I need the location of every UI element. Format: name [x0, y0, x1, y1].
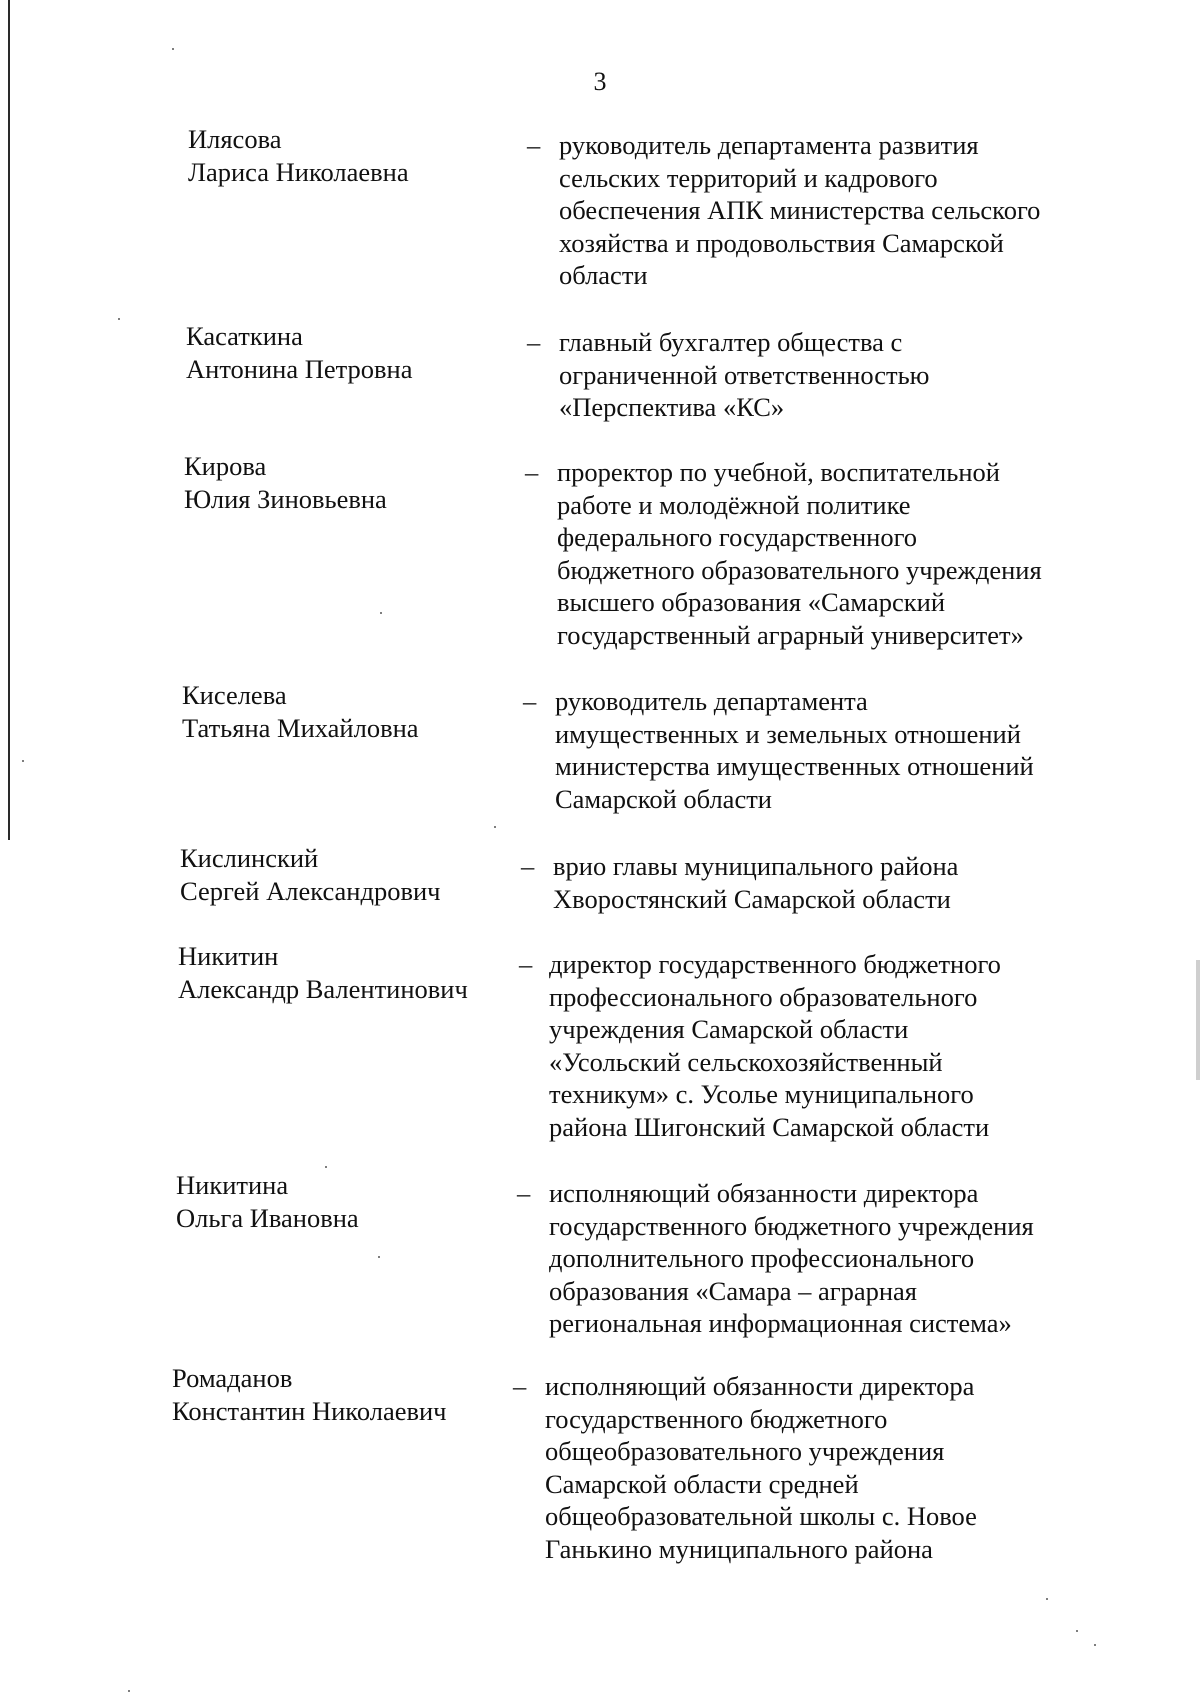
entry-dash: – — [521, 851, 535, 881]
member-name: Никитина Ольга Ивановна — [176, 1170, 359, 1233]
entry-dash: – — [525, 457, 539, 487]
member-position: руководитель департамента развития сельских территорий и кадрового обеспечения АПК министерства сельского хозяйства и продовольствия Самарской области — [559, 130, 1041, 290]
entry-dash: – — [517, 1178, 531, 1208]
member-position: главный бухгалтер общества с ограниченной ответственностью «Перспектива «КС» — [559, 327, 930, 422]
member-position: исполняющий обязанности директора государственного бюджетного общеобразовательного учреждения Самарской области средней общеобразовательной школы с. Новое Ганькино муниципального района — [545, 1371, 977, 1564]
member-name: Киселева Татьяна Михайловна — [182, 680, 419, 743]
entry-dash: – — [519, 949, 533, 979]
member-position: проректор по учебной, воспитательной работе и молодёжной политике федерального государственного бюджетного образовательного учреждения высшего образования «Самарский государственный аграрный университет» — [557, 457, 1042, 650]
entry-dash: – — [523, 686, 537, 716]
scan-speck — [1094, 1644, 1096, 1646]
member-name: Касаткина Антонина Петровна — [186, 321, 413, 384]
member-position: руководитель департамента имущественных и земельных отношений министерства имущественных отношений Самарской области — [555, 686, 1034, 814]
member-position: врио главы муниципального района Хворостянский Самарской области — [553, 851, 959, 914]
scan-speck — [172, 48, 174, 50]
scan-speck — [378, 1256, 380, 1258]
scan-speck — [494, 826, 496, 828]
scan-speck — [22, 760, 24, 762]
member-name: Кислинский Сергей Александрович — [180, 843, 441, 906]
scan-speck — [380, 612, 382, 614]
member-position: исполняющий обязанности директора государственного бюджетного учреждения дополнительного профессионального образования «Самара – аграрная региональная информационная система» — [549, 1178, 1034, 1338]
member-name: Илясова Лариса Николаевна — [188, 124, 409, 187]
scan-speck — [1076, 1630, 1078, 1632]
scan-edge-left — [8, 0, 10, 840]
entry-dash: – — [513, 1371, 527, 1401]
scan-edge-right — [1196, 960, 1200, 1080]
member-name: Кирова Юлия Зиновьевна — [184, 451, 387, 514]
entry-dash: – — [527, 130, 541, 160]
page-number: 3 — [593, 67, 607, 96]
scan-speck — [128, 1690, 130, 1692]
entry-dash: – — [527, 327, 541, 357]
scan-speck — [325, 1166, 327, 1168]
scan-speck — [118, 318, 120, 320]
member-name: Никитин Александр Валентинович — [178, 941, 468, 1004]
member-name: Ромаданов Константин Николаевич — [172, 1363, 447, 1426]
member-position: директор государственного бюджетного профессионального образовательного учреждения Самарской области «Усольский сельскохозяйственный техникум» с. Усолье муниципального района Шигонский Самарской области — [549, 949, 1001, 1142]
scan-speck — [1046, 1598, 1048, 1600]
